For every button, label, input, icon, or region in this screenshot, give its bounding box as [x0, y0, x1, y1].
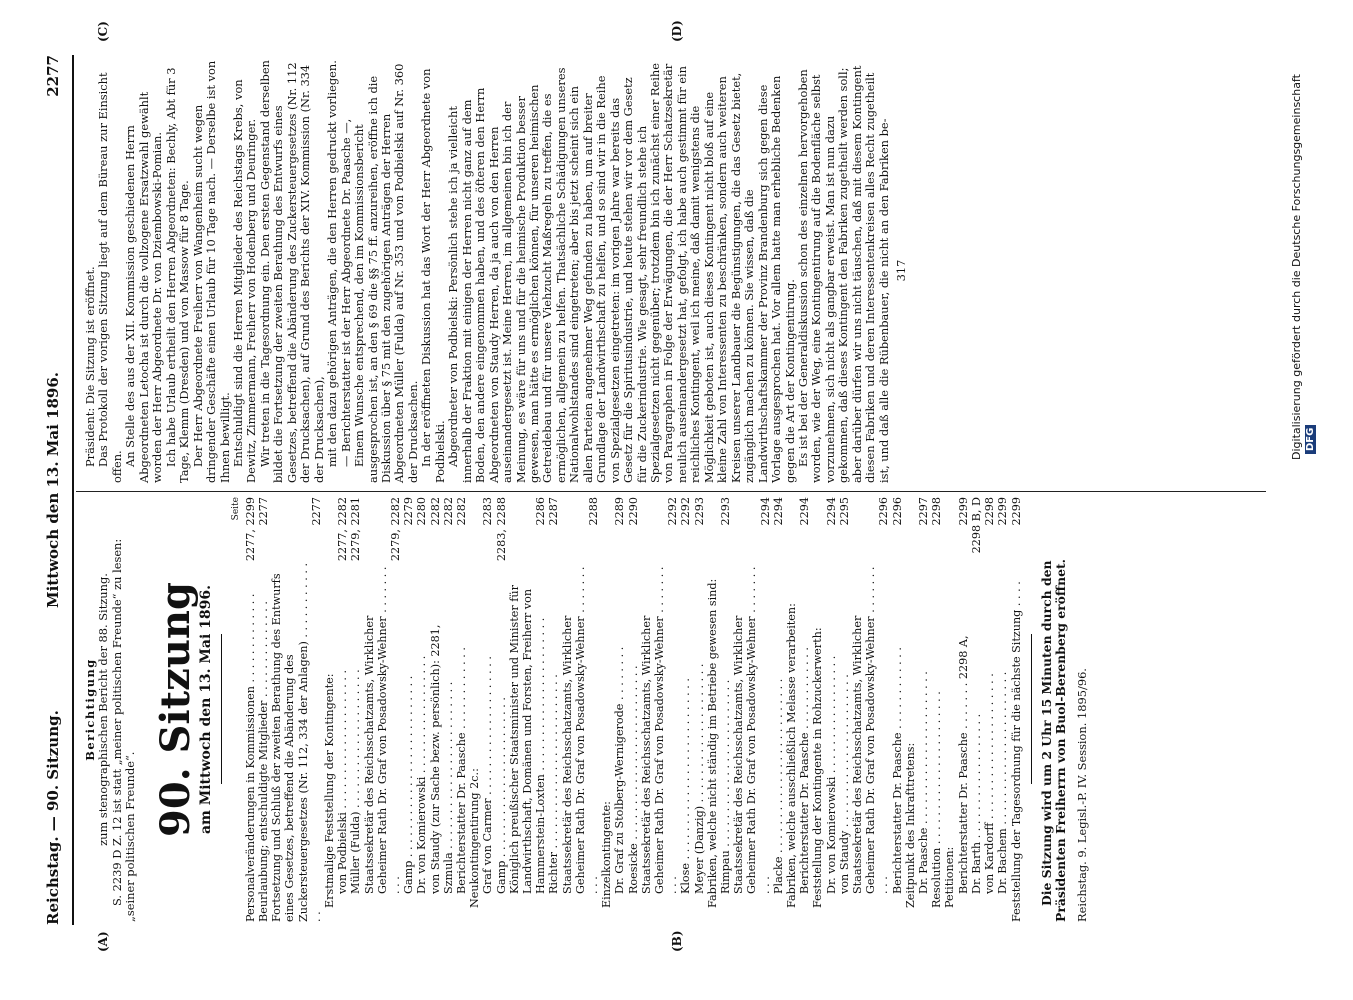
- toc-row: [561, 497, 601, 922]
- body-paragraph: Der Herr Abgeordnete Freiherr von Wangenheim sucht wegen dringender Geschäfte einen Urlaub für 10 Tage nach. — Derselbe ist von Ihnen bewilligt.: [190, 60, 232, 483]
- toc-row: [904, 497, 917, 922]
- session-title: 90. Sitzung: [151, 582, 199, 837]
- body-paragraph: Präsident: Die Sitzung ist eröffnet.: [83, 266, 97, 467]
- correction-text: S. 2239 D Z. 12 ist statt „meiner politischen Freunde“ zu lesen: „seiner politischen Freunde“.: [109, 538, 138, 922]
- session-footer: Reichstag. 9. Legisl.-P. IV. Session. 1895/96.: [1074, 668, 1089, 922]
- right-column-text: [84, 58, 891, 483]
- toc-row: [455, 497, 468, 922]
- body-paragraph: mit den dazu gehörigen Anträgen, die den Herren gedruckt vorliegen.: [325, 60, 340, 467]
- toc-row: [270, 497, 323, 922]
- margin-letter-b: (B): [670, 930, 684, 952]
- toc-entry: Resolution . . . . . . . . . . . . . . . . . . . . . .: [930, 691, 944, 908]
- toc-page: 2297: [917, 497, 931, 526]
- toc-page: 2296: [890, 497, 904, 526]
- toc-entry: von Staudy . . . . . . . . . . . . . . . . . . . . . .: [837, 674, 851, 894]
- toc-page: [943, 497, 956, 561]
- toc-page: 2282: [441, 497, 455, 526]
- toc-page: 2282: [454, 497, 468, 526]
- toc-page: 2298 B, D: [969, 497, 983, 554]
- toc-entry: Erstmalige Feststellung der Kontingente:: [322, 673, 336, 908]
- toc-entry: Fabriken, welche nicht ständig im Betriebe gewesen sind:: [705, 578, 719, 908]
- toc-page: 2299: [1009, 497, 1023, 526]
- body-paragraph: — Berichterstatter ist der Herr Abgeordnete Dr. Paasche —,: [338, 118, 353, 467]
- attribution-text: Digitalisierung gefördert durch die Deutsche Forschungsgemeinschaft: [1290, 74, 1303, 460]
- opening-statement: Die Sitzung wird um 2 Uhr 15 Minuten durch den Präsidenten Freiherrn von Buol-Berenberg eröffnet.: [1038, 559, 1068, 922]
- toc-page: 2279, 2282: [388, 497, 402, 562]
- toc-page: 2288: [587, 497, 600, 526]
- toc-entry: Feststellung der Kontingente in Rohzuckerwerth:: [811, 627, 825, 908]
- toc-entry: Beurlaubung; entschuldigte Mitglieder . . . . . . . . . . . . . .: [256, 601, 270, 922]
- toc-page: [904, 497, 917, 561]
- toc-row: [983, 497, 996, 922]
- toc-row: [415, 497, 428, 922]
- body-paragraph: Einem Wunsche entsprechend, den im Kommissionsbericht ausgesprochen ist, an den § 69 die §§ 75 ff. anzureihen, eröffne ich die Diskussion über § 75 mit den zugehörigen Anträgen der Herren Abgeordneten Müller (Fulda) auf Nr. 353 und von Podbielski auf Nr. 360 der Drucksachen.: [352, 63, 420, 483]
- toc-page: 2298: [983, 497, 997, 526]
- toc-entry: Gamp . . . . . . . . . . . . . . . . . . . . . . .: [494, 697, 508, 894]
- toc-page: 2296: [877, 497, 891, 526]
- toc-page: 2283, 2288: [494, 497, 508, 562]
- toc-page: 2279, 2281: [349, 497, 363, 562]
- attribution-line: [1290, 40, 1316, 460]
- toc-entry: von Kardorff . . . . . . . . . . . . . . . . . . . . .: [983, 673, 997, 894]
- toc-row: [363, 497, 403, 922]
- toc-entry: Berichterstatter Dr. Paasche . . . . . . . 2298 A,: [956, 635, 970, 894]
- header-rule: [72, 55, 74, 925]
- toc-entry: Klose . . . . . . . . . . . . . . . . . . . . . . . . . .: [679, 678, 693, 894]
- body-paragraph: Entschuldigt sind die Herren Mitglieder des Reichstags Krebs, von Dewitz, Zimmermann, Freiherr von Hodenberg und Deuringer.: [230, 79, 259, 483]
- toc-row: [429, 497, 442, 922]
- toc-page: 2299: [956, 497, 970, 526]
- toc-entry: Berichterstatter Dr. Paasche . . . . . . . . . . . .: [798, 647, 812, 894]
- toc-page: 2294: [771, 497, 785, 526]
- toc-row: [798, 497, 811, 922]
- toc-page: [468, 497, 481, 561]
- toc-entry: Staatssekretär des Reichsschatzamts, Wirklicher Geheimer Rath Dr. Graf von Posadowsky-Wehner . . . . . . . . . .: [732, 566, 772, 894]
- toc-entry: Dr. Graf zu Stolberg-Wernigerode . . . . . . . .: [613, 646, 627, 894]
- toc-entry: Placke . . . . . . . . . . . . . . . . . . . . . . . . .: [771, 678, 785, 894]
- toc-row: [613, 497, 626, 922]
- toc-row: [600, 497, 613, 922]
- toc-entry: Berichterstatter Dr. Paasche . . . . . . . . . . . .: [890, 647, 904, 894]
- toc-page: 2283: [481, 497, 495, 526]
- toc-entry: Staatssekretär des Reichsschatzamts, Wirklicher Geheimer Rath Dr. Graf von Posadowsky-Wehner . . . . . . . . . .: [362, 566, 402, 894]
- title-rule: [221, 635, 222, 785]
- correction-title: Berichtigung: [83, 658, 97, 761]
- toc-page: 2277, 2299: [243, 497, 257, 562]
- toc-page: [785, 497, 798, 561]
- toc-entry: Einzelkontingente:: [600, 801, 614, 908]
- header-page-number: 2277: [44, 55, 62, 97]
- toc-page: 2280: [415, 497, 429, 526]
- body-paragraph: Ich habe Urlaub ertheilt den Herren Abgeordneten: Bechly, Abt für 3 Tage, Klemm (Dresden) und von Massow für 8 Tage.: [163, 67, 192, 483]
- toc-entry: Fortsetzung und Schluß der zweiten Berathung des Entwurfs eines Gesetzes, betreffend die Abänderung des Zuckersteuergesetzes (Nr. 112, 334 der Anlagen) . . . . . . . . . . . . .: [270, 562, 323, 922]
- toc-page: 2298: [930, 497, 944, 526]
- sheet-number: 317: [894, 259, 909, 282]
- margin-letter-c: (C): [96, 21, 110, 42]
- toc-page: [323, 497, 336, 561]
- toc-row: [891, 497, 904, 922]
- toc-row: [627, 497, 640, 922]
- toc-page: 2292: [679, 497, 693, 526]
- seite-label: Seite: [231, 497, 242, 521]
- toc-page: 2286: [534, 497, 548, 526]
- correction-subtitle: zum stenographischen Bericht der 88. Sitzung.: [96, 573, 111, 846]
- toc-row: [1010, 497, 1023, 922]
- toc-row: [838, 497, 851, 922]
- left-column: [84, 497, 1089, 922]
- toc-page: 2279: [402, 497, 416, 526]
- toc-entry: Dr. Barth . . . . . . . . . . . . . . . . . .: [969, 713, 983, 894]
- margin-letter-d: (D): [670, 20, 684, 42]
- table-of-contents: [244, 497, 1023, 922]
- toc-page: 2299: [996, 497, 1010, 526]
- header-left: Reichstag. — 90. Sitzung.: [44, 710, 62, 925]
- toc-page: 2292: [666, 497, 680, 526]
- toc-row: [442, 497, 455, 922]
- toc-entry: von Podbielski . . . . . . . . . . . . . . . . . . . .: [336, 669, 350, 894]
- toc-row: [323, 497, 336, 922]
- toc-entry: Müller (Fulda) . . . . . . . . . . . . . . . . . . . .: [349, 669, 363, 894]
- toc-page: 2277: [309, 497, 323, 526]
- toc-entry: Meyer (Danzig) . . . . . . . . . . . . . . . . . . . .: [692, 663, 706, 894]
- toc-row: [851, 497, 891, 922]
- toc-entry: Dr. Paasche . . . . . . . . . . . . . . . . . . . . . .: [917, 671, 931, 894]
- toc-page: 2293: [719, 497, 733, 526]
- toc-entry: Gamp . . . . . . . . . . . . . . . . . . . . . . . . . .: [402, 675, 416, 894]
- toc-row: [257, 497, 270, 922]
- toc-row: [732, 497, 772, 922]
- toc-entry: Staatssekretär des Reichsschatzamts, Wirklicher Geheimer Rath Dr. Graf von Posadowsky-Wehner . . . . . . . . . .: [851, 566, 891, 894]
- toc-page: 2294: [824, 497, 838, 526]
- toc-row: [481, 497, 494, 922]
- column-divider: [76, 491, 1266, 492]
- body-paragraph: Das Protokoll der vorigen Sitzung liegt auf dem Büreau zur Einsicht offen.: [96, 72, 124, 483]
- body-paragraph: Abgeordneter von Podbielski: Persönlich stehe ich ja vielleicht innerhalb der Fraktion mit einigen der Herren nicht ganz auf dem Boden, den andere eingenommen haben, und des öfteren den Herrn Abgeordneten von Staudy Herren, da ja auch von den Herren auseinandergesetzt ist. Meine Herren, im allgemeinen bin ich der Meinung, es wäre für uns und für die heimische Produktion besser gewesen, man hätte es ermöglichen können, für unseren heimischen Getreidebau und für unsere Viehzucht Maßregeln zu treffen, die es ermöglichen, allgemein zu helfen. Thatsächliche Schädigungen unseres Nationalwohlstandes sind eingetreten; aber bis jetzt scheint sich ein allen Parteien angenehmer Weg gefunden zu haben, um auf breiter Grundlage der Landwirthschaft zu helfen, und so sind wir in die Reihe von Spezialgesetzen eingetreten: im vorigen Jahre war bereits das Gesetz für die Spiritusindustrie, und heute stehen wir vor dem Gesetz für die Zuckerindustrie. Wie gesagt, sehr freundlich stehe ich Spezialgesetzen nicht gegenüber; trotzdem bin ich zunächst einer Reihe von Paragraphen in Folge der Erwägungen, die der Herr Schatzsekretär neulich auseinandergesetzt hat, gefolgt, ich habe auch gestimmt für ein reichliches Kontingent, weil ich meine, daß damit wenigstens die Möglichkeit geboten ist, auch dieses Kontingent nicht bloß auf eine kleine Zahl von Interessenten zu beschränken, sondern auch weiteren Kreisen unserer Landbauer die Begünstigungen, die das Gesetz bietet, zugänglich machen zu können. Sie wissen, daß die Landwirthschaftskammer der Provinz Brandenburg sich gegen diese Vorlage ausgesprochen hat. Vor allem hatte man erhebliche Bedenken gegen die Art der Kontingentirung.: [446, 63, 797, 483]
- toc-row: [495, 497, 508, 922]
- running-header: [44, 55, 70, 925]
- toc-row: [244, 497, 257, 922]
- toc-entry: Dr. von Komierowski . . . . . . . . . . . . . . . . .: [415, 655, 429, 894]
- toc-page: 2290: [626, 497, 640, 526]
- toc-entry: Staatssekretär des Reichsschatzamts, Wirklicher Geheimer Rath Dr. Graf von Posadowsky-Wehner . . . . . . . . . .: [639, 566, 680, 894]
- toc-row: [772, 497, 785, 922]
- toc-row: [349, 497, 362, 922]
- toc-entry: Richter . . . . . . . . . . . . . . . . . . . . . . . . .: [547, 674, 561, 894]
- toc-page: 2287: [547, 497, 561, 526]
- toc-row: [468, 497, 481, 922]
- toc-entry: Roesicke . . . . . . . . . . . . . . . . . . . . . . . . .: [626, 665, 640, 894]
- toc-rule: [1031, 635, 1032, 785]
- toc-entry: Fabriken, welche ausschließlich Melasse verarbeiten:: [785, 603, 799, 908]
- toc-entry: Szmula . . . . . . . . . . . . . . . . . . . . . . . .: [441, 681, 455, 894]
- toc-row: [785, 497, 798, 922]
- dfg-logo: DFG: [1305, 425, 1316, 454]
- toc-entry: Graf von Carmer . . . . . . . . . . . . . . . . . . . .: [481, 656, 495, 894]
- toc-row: [930, 497, 943, 922]
- session-date: am Mittwoch den 13. Mai 1896.: [197, 584, 214, 835]
- toc-row: [825, 497, 838, 922]
- toc-row: [336, 497, 349, 922]
- toc-row: [547, 497, 560, 922]
- toc-entry: Berichterstatter Dr. Paasche . . . . . . . . . . . .: [454, 647, 468, 894]
- toc-page: 2293: [692, 497, 706, 526]
- toc-entry: Dr. von Komierowski . . . . . . . . . . . . . . . . .: [824, 655, 838, 894]
- toc-row: [996, 497, 1009, 922]
- toc-row: [679, 497, 692, 922]
- toc-page: [600, 497, 613, 561]
- toc-page: 2294: [758, 497, 772, 526]
- toc-row: [917, 497, 930, 922]
- margin-letter-a: (A): [96, 931, 110, 952]
- toc-entry: Personalveränderungen in Kommissionen . . . . . . . . . . . . .: [243, 593, 257, 922]
- toc-row: [640, 497, 680, 922]
- toc-entry: Dr. Bachem . . . . . . . . . . . . . . . . . . . . . .: [996, 671, 1010, 894]
- toc-row: [706, 497, 719, 922]
- toc-row: [970, 497, 983, 922]
- toc-entry: Neukontingentirung 2c.:: [468, 768, 482, 908]
- toc-page: 2282: [428, 497, 442, 526]
- toc-page: [811, 497, 824, 561]
- toc-page: 2295: [837, 497, 851, 526]
- toc-entry: Staatssekretär des Reichsschatzamts, Wirklicher Geheimer Rath Dr. Graf von Posadowsky-Wehner . . . . . . . . . .: [560, 566, 600, 894]
- toc-row: [508, 497, 548, 922]
- toc-row: [811, 497, 824, 922]
- toc-entry: Königlich preußischer Staatsminister und Minister für Landwirthschaft, Domänen und Forsten, Freiherr von Hammerstein-Loxten . . . . . . . . . . . . . . . . . . . . . .: [507, 585, 548, 894]
- toc-row: [719, 497, 732, 922]
- body-paragraph: Wir treten in die Tagesordnung ein. Den ersten Gegenstand derselben bildet die Fortsetzung der zweiten Berathung des Entwurfs eines Gesetzes, betreffend die Abänderung des Zuckersteuergesetzes (Nr. 112 der Drucksachen), auf Grund des Berichts der XIV. Kommission (Nr. 334 der Drucksachen),: [257, 60, 326, 483]
- body-paragraph: Es ist bei der Generaldiskussion schon des einzelnen hervorgehoben worden, wie der Weg, eine Kontingentirung auf die Bodenfläche selbst vorzunehmen, sich nicht als gangbar erweist. Man ist nun dazu gekommen, daß dieses Kontingent den Fabriken zugetheilt werden soll; aber darüber dürfen wir uns nicht täuschen, daß mit diesem Kontingent diesen Fabriken und deren Interessentenkreisen alles Recht zugetheilt ist, und daß alle die Rübenbauer, die nicht an den Fabriken be-: [796, 65, 891, 483]
- toc-row: [402, 497, 415, 922]
- toc-row: [693, 497, 706, 922]
- right-column: [84, 58, 909, 483]
- toc-page: 2289: [613, 497, 627, 526]
- toc-page: 2277: [256, 497, 270, 526]
- toc-entry: Feststellung der Tagesordnung für die nächste Sitzung . . . .: [1009, 581, 1023, 922]
- toc-page: 2294: [798, 497, 812, 526]
- toc-entry: von Staudy (zur Sache bezw. persönlich): 2281,: [428, 624, 442, 894]
- toc-row: [957, 497, 970, 922]
- body-paragraph: An Stelle des aus der XII. Kommission geschiedenen Herrn Abgeordneten Letocha ist durch die vollzogene Ersatzwahl gewählt worden der Herr Abgeordnete Dr. von Dziembowski-Pomian.: [123, 91, 165, 483]
- toc-entry: Rimpau . . . . . . . . . . . . . . . . . . . . . . . .: [719, 679, 733, 894]
- toc-entry: Petitionen:: [943, 846, 957, 908]
- header-center: Mittwoch den 13. Mai 1896.: [44, 371, 62, 609]
- toc-page: 2277, 2282: [336, 497, 350, 562]
- toc-entry: Zeitpunkt des Inkrafttretens:: [903, 742, 917, 908]
- toc-page: [706, 497, 719, 561]
- body-paragraph: In der eröffneten Diskussion hat das Wort der Herr Abgeordnete von Podbielski.: [419, 68, 447, 483]
- toc-row: [943, 497, 956, 922]
